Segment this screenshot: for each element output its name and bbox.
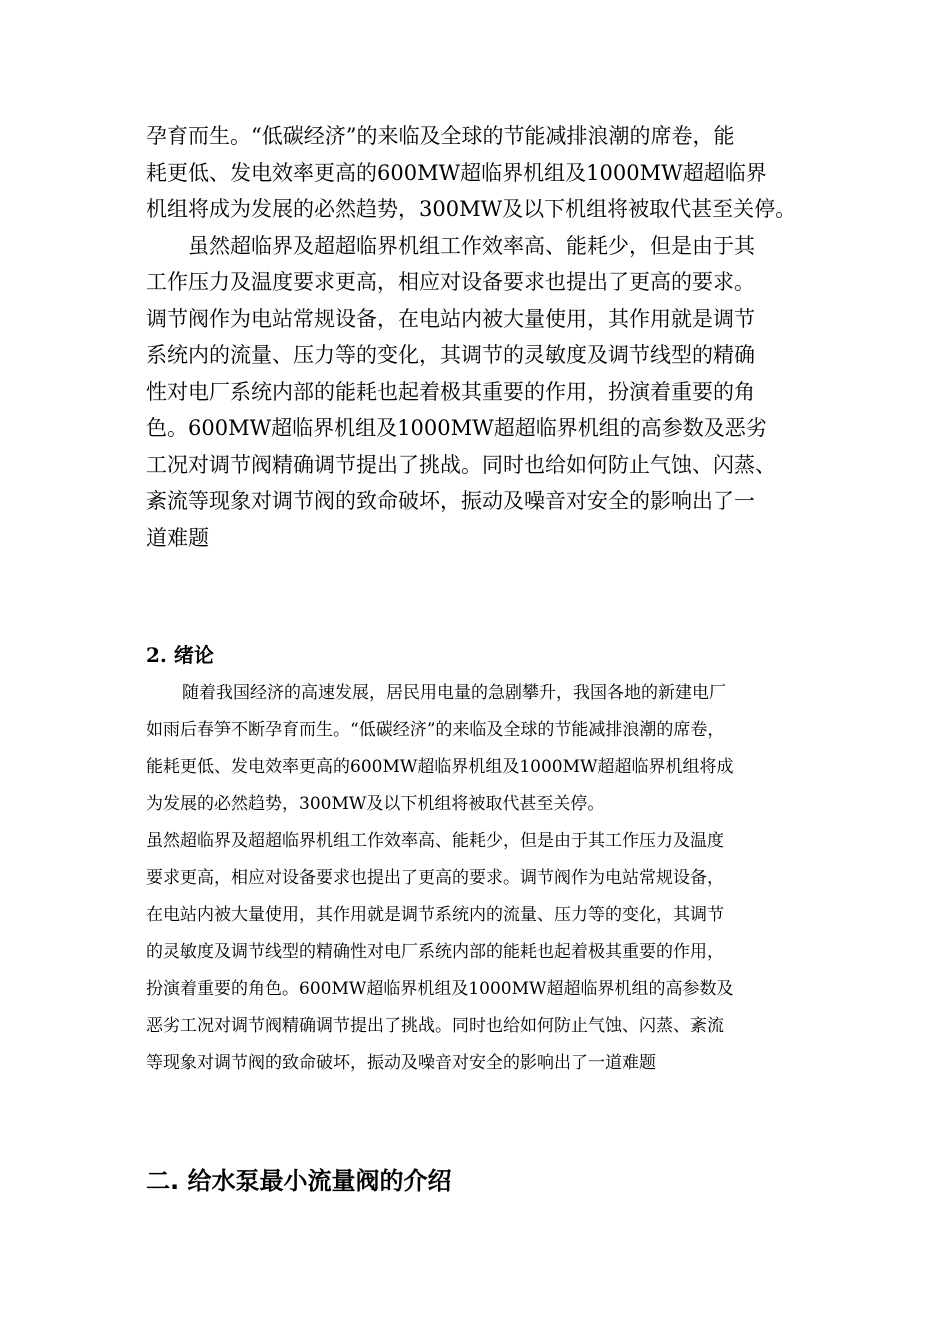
text-line: 等现象对调节阀的致命破坏，振动及噪音对安全的影响出了一道难题 (146, 1053, 656, 1073)
text-line: 调节阀作为电站常规设备，在电站内被大量使用，其作用就是调节 (146, 306, 755, 331)
text-line: 紊流等现象对调节阀的致命破坏，振动及噪音对安全的影响出了一 (146, 489, 755, 513)
text-line: 机组将成为发展的必然趋势，300MW及以下机组将被取代甚至关停。 (146, 197, 797, 221)
text-line: 随着我国经济的高速发展，居民用电量的急剧攀升，我国各地的新建电厂 (182, 683, 726, 703)
text-line: 虽然超临界及超超临界机组工作效率高、能耗少，但是由于其 (188, 233, 755, 258)
text-line: 性对电厂系统内部的能耗也起着极其重要的作用，扮演着重要的角 (146, 379, 755, 404)
chapter-heading: 二. 给水泵最小流量阀的介绍 (146, 1167, 452, 1195)
text-line: 在电站内被大量使用，其作用就是调节系统内的流量、压力等的变化，其调节 (146, 905, 724, 925)
text-line: 能耗更低、发电效率更高的600MW超临界机组及1000MW超超临界机组将成 (146, 757, 734, 777)
text-line: 色。600MW超临界机组及1000MW超超临界机组的高参数及恶劣 (146, 416, 767, 440)
text-line: 如雨后春笋不断孕育而生。“低碳经济”的来临及全球的节能减排浪潮的席卷， (146, 720, 725, 740)
text-line: 的灵敏度及调节线型的精确性对电厂系统内部的能耗也起着极其重要的作用， (146, 942, 724, 962)
text-line: 要求更高，相应对设备要求也提出了更高的要求。调节阀作为电站常规设备， (146, 868, 724, 888)
text-line: 系统内的流量、压力等的变化，其调节的灵敏度及调节线型的精确 (146, 343, 755, 367)
section-heading: 2. 绪论 (146, 643, 214, 667)
text-line: 道难题 (146, 525, 209, 550)
text-line: 孕育而生。“低碳经济”的来临及全球的节能减排浪潮的席卷，能 (146, 124, 735, 148)
text-line: 恶劣工况对调节阀精确调节提出了挑战。同时也给如何防止气蚀、闪蒸、紊流 (146, 1016, 724, 1036)
lower-body-text (146, 675, 826, 1082)
upper-body-text (146, 118, 826, 556)
text-line: 虽然超临界及超超临界机组工作效率高、能耗少，但是由于其工作压力及温度 (146, 831, 724, 851)
text-line: 耗更低、发电效率更高的600MW超临界机组及1000MW超超临界 (146, 160, 767, 185)
text-line: 工作压力及温度要求更高，相应对设备要求也提出了更高的要求。 (146, 270, 755, 294)
text-line: 为发展的必然趋势，300MW及以下机组将被取代甚至关停。 (146, 794, 605, 814)
text-line: 扮演着重要的角色。600MW超临界机组及1000MW超超临界机组的高参数及 (146, 979, 734, 999)
text-line: 工况对调节阀精确调节提出了挑战。同时也给如何防止气蚀、闪蒸、 (146, 452, 776, 477)
